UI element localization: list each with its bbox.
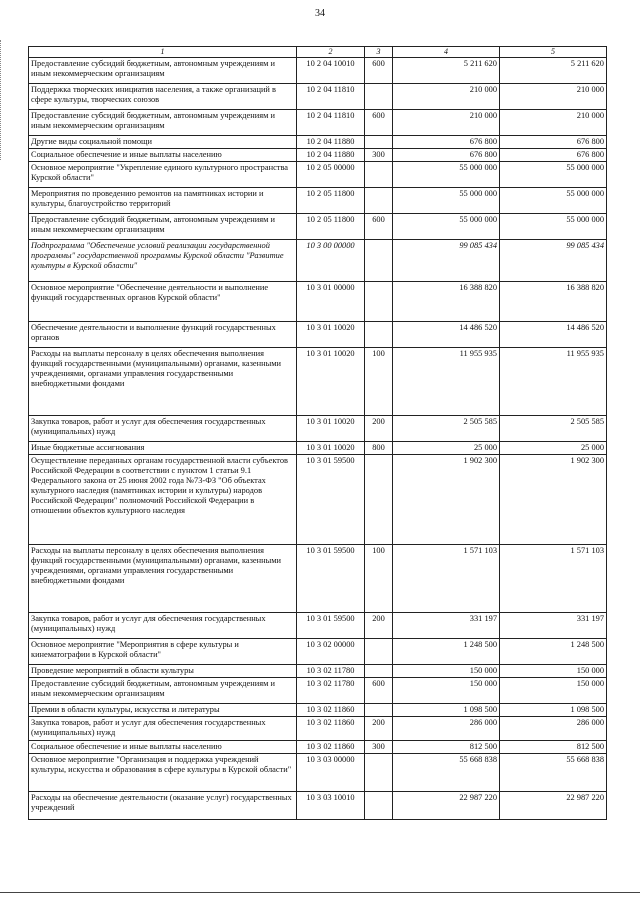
row-amount-next-cell: 1 248 500: [500, 639, 607, 665]
row-kvr-cell: [365, 162, 393, 188]
row-amount-cell: 11 955 935: [393, 348, 500, 416]
table-row: [29, 188, 607, 214]
row-name-cell: Мероприятия по проведению ремонтов на памятниках истории и культуры, благоустройство территорий: [29, 188, 297, 214]
table-row: [29, 110, 607, 136]
row-name-cell: Закупка товаров, работ и услуг для обеспечения государственных (муниципальных) нужд: [29, 416, 297, 442]
row-amount-cell: 1 571 103: [393, 545, 500, 613]
row-amount-next-cell: 210 000: [500, 110, 607, 136]
row-kvr-cell: 600: [365, 58, 393, 84]
table-row: [29, 455, 607, 545]
row-amount-next-cell: 812 500: [500, 741, 607, 754]
table-row: [29, 741, 607, 754]
row-amount-next-cell: 55 000 000: [500, 162, 607, 188]
row-amount-next-cell: 22 987 220: [500, 792, 607, 820]
row-kvr-cell: [365, 792, 393, 820]
row-amount-next-cell: 16 388 820: [500, 282, 607, 322]
row-name-cell: Предоставление субсидий бюджетным, автономным учреждениям и иным некоммерческим организациям: [29, 110, 297, 136]
table-row: [29, 639, 607, 665]
row-amount-cell: 55 000 000: [393, 162, 500, 188]
row-code-cell: 10 3 03 10010: [297, 792, 365, 820]
row-amount-cell: 99 085 434: [393, 240, 500, 282]
row-kvr-cell: [365, 188, 393, 214]
page-edge-mark: [0, 40, 4, 160]
table-row: [29, 58, 607, 84]
row-code-cell: 10 3 01 10020: [297, 322, 365, 348]
row-name-cell: Обеспечение деятельности и выполнение функций государственных органов: [29, 322, 297, 348]
row-code-cell: 10 2 05 11800: [297, 214, 365, 240]
row-name-cell: Премии в области культуры, искусства и литературы: [29, 704, 297, 717]
row-amount-cell: 55 668 838: [393, 754, 500, 792]
row-amount-cell: 55 000 000: [393, 188, 500, 214]
row-code-cell: 10 3 03 00000: [297, 754, 365, 792]
table-row: [29, 665, 607, 678]
row-amount-next-cell: 55 668 838: [500, 754, 607, 792]
row-amount-next-cell: 286 000: [500, 717, 607, 741]
row-code-cell: 10 3 01 10020: [297, 348, 365, 416]
row-amount-cell: 210 000: [393, 84, 500, 110]
row-code-cell: 10 2 04 11810: [297, 84, 365, 110]
row-amount-next-cell: 1 098 500: [500, 704, 607, 717]
row-code-cell: 10 2 05 00000: [297, 162, 365, 188]
row-code-cell: 10 3 00 00000: [297, 240, 365, 282]
row-code-cell: 10 3 01 10020: [297, 442, 365, 455]
table-row: [29, 704, 607, 717]
row-kvr-cell: [365, 282, 393, 322]
row-name-cell: Проведение мероприятий в области культуры: [29, 665, 297, 678]
table-row: [29, 149, 607, 162]
table-row: [29, 136, 607, 149]
header-col-2: 2: [297, 47, 365, 58]
row-amount-cell: 22 987 220: [393, 792, 500, 820]
row-code-cell: 10 3 01 59500: [297, 613, 365, 639]
row-kvr-cell: 600: [365, 678, 393, 704]
row-amount-cell: 331 197: [393, 613, 500, 639]
row-kvr-cell: 600: [365, 110, 393, 136]
row-kvr-cell: [365, 665, 393, 678]
table-row: [29, 717, 607, 741]
row-amount-next-cell: 11 955 935: [500, 348, 607, 416]
row-amount-next-cell: 5 211 620: [500, 58, 607, 84]
row-amount-next-cell: 55 000 000: [500, 188, 607, 214]
row-kvr-cell: 800: [365, 442, 393, 455]
row-amount-cell: 150 000: [393, 678, 500, 704]
row-name-cell: Расходы на обеспечение деятельности (оказание услуг) государственных учреждений: [29, 792, 297, 820]
row-amount-cell: 25 000: [393, 442, 500, 455]
header-col-5: 5: [500, 47, 607, 58]
row-amount-cell: 14 486 520: [393, 322, 500, 348]
page-number: 34: [315, 8, 325, 19]
row-code-cell: 10 2 05 11800: [297, 188, 365, 214]
table-body: [29, 58, 607, 820]
row-kvr-cell: [365, 322, 393, 348]
row-amount-next-cell: 210 000: [500, 84, 607, 110]
row-amount-next-cell: 1 571 103: [500, 545, 607, 613]
row-kvr-cell: 100: [365, 348, 393, 416]
row-amount-cell: 676 800: [393, 149, 500, 162]
table-row: [29, 442, 607, 455]
row-code-cell: 10 3 01 00000: [297, 282, 365, 322]
row-kvr-cell: [365, 639, 393, 665]
header-col-1: 1: [29, 47, 297, 58]
row-code-cell: 10 3 02 11780: [297, 665, 365, 678]
row-name-cell: Социальное обеспечение и иные выплаты населению: [29, 741, 297, 754]
table-row: [29, 792, 607, 820]
row-code-cell: 10 3 01 59500: [297, 545, 365, 613]
row-name-cell: Основное мероприятие "Обеспечение деятельности и выполнение функций государственных органов Курской области": [29, 282, 297, 322]
row-amount-next-cell: 99 085 434: [500, 240, 607, 282]
table-row: [29, 545, 607, 613]
row-amount-next-cell: 331 197: [500, 613, 607, 639]
row-name-cell: Другие виды социальной помощи: [29, 136, 297, 149]
table-row: [29, 282, 607, 322]
row-kvr-cell: [365, 136, 393, 149]
row-name-cell: Осуществление переданных органам государственной власти субъектов Российской Федерации в соответствии с пунктом 1 статьи 9.1 Федерального закона от 25 июня 2002 года №73-ФЗ "Об объектах культурного наследия (памятниках истории и культуры) народов Российской Федерации" полномочий Российской Федерации в отношении объектов культурного наследия: [29, 455, 297, 545]
table-row: [29, 678, 607, 704]
row-amount-cell: 1 098 500: [393, 704, 500, 717]
header-col-4: 4: [393, 47, 500, 58]
row-name-cell: Закупка товаров, работ и услуг для обеспечения государственных (муниципальных) нужд: [29, 717, 297, 741]
row-amount-cell: 1 902 300: [393, 455, 500, 545]
header-col-3: 3: [365, 47, 393, 58]
table-row: [29, 348, 607, 416]
row-kvr-cell: 100: [365, 545, 393, 613]
row-amount-cell: 812 500: [393, 741, 500, 754]
row-name-cell: Иные бюджетные ассигнования: [29, 442, 297, 455]
row-name-cell: Предоставление субсидий бюджетным, автономным учреждениям и иным некоммерческим организациям: [29, 214, 297, 240]
row-name-cell: Основное мероприятие "Укрепление единого культурного пространства Курской области": [29, 162, 297, 188]
row-amount-cell: 2 505 585: [393, 416, 500, 442]
row-name-cell: Основное мероприятие "Организация и поддержка учреждений культуры, искусства и образования в сфере культуры в Курской области": [29, 754, 297, 792]
row-amount-next-cell: 25 000: [500, 442, 607, 455]
row-code-cell: 10 3 02 00000: [297, 639, 365, 665]
row-code-cell: 10 3 01 10020: [297, 416, 365, 442]
row-amount-cell: 55 000 000: [393, 214, 500, 240]
row-amount-cell: 676 800: [393, 136, 500, 149]
row-kvr-cell: 300: [365, 149, 393, 162]
budget-table: [28, 46, 607, 820]
row-kvr-cell: [365, 754, 393, 792]
row-name-cell: Подпрограмма "Обеспечение условий реализации государственной программы" государственной программы Курской области "Развитие культуры в Курской области": [29, 240, 297, 282]
row-name-cell: Предоставление субсидий бюджетным, автономным учреждениям и иным некоммерческим организациям: [29, 58, 297, 84]
row-kvr-cell: [365, 240, 393, 282]
row-code-cell: 10 3 02 11860: [297, 704, 365, 717]
row-code-cell: 10 2 04 10010: [297, 58, 365, 84]
row-kvr-cell: 200: [365, 416, 393, 442]
row-kvr-cell: 200: [365, 717, 393, 741]
row-code-cell: 10 3 02 11860: [297, 741, 365, 754]
row-amount-next-cell: 55 000 000: [500, 214, 607, 240]
row-amount-next-cell: 14 486 520: [500, 322, 607, 348]
table-row: [29, 84, 607, 110]
table-row: [29, 613, 607, 639]
row-amount-next-cell: 676 800: [500, 149, 607, 162]
row-amount-cell: 210 000: [393, 110, 500, 136]
row-amount-next-cell: 2 505 585: [500, 416, 607, 442]
table-row: [29, 322, 607, 348]
row-code-cell: 10 2 04 11880: [297, 136, 365, 149]
row-name-cell: Расходы на выплаты персоналу в целях обеспечения выполнения функций государственными (муниципальными) органами, казенными учреждениями, органами управления государственными внебюджетными фондами: [29, 545, 297, 613]
table-row: [29, 240, 607, 282]
row-name-cell: Поддержка творческих инициатив населения, а также организаций в сфере культуры, творческих союзов: [29, 84, 297, 110]
table-row: [29, 416, 607, 442]
row-amount-cell: 286 000: [393, 717, 500, 741]
row-name-cell: Закупка товаров, работ и услуг для обеспечения государственных (муниципальных) нужд: [29, 613, 297, 639]
row-code-cell: 10 2 04 11810: [297, 110, 365, 136]
row-code-cell: 10 3 02 11860: [297, 717, 365, 741]
table-row: [29, 214, 607, 240]
row-name-cell: Расходы на выплаты персоналу в целях обеспечения выполнения функций государственными (муниципальными) органами, казенными учреждениями, органами управления государственными внебюджетными фондами: [29, 348, 297, 416]
header-row: [29, 47, 607, 58]
row-amount-next-cell: 1 902 300: [500, 455, 607, 545]
row-amount-cell: 1 248 500: [393, 639, 500, 665]
row-kvr-cell: [365, 455, 393, 545]
row-amount-cell: 150 000: [393, 665, 500, 678]
row-kvr-cell: [365, 84, 393, 110]
row-code-cell: 10 3 01 59500: [297, 455, 365, 545]
row-kvr-cell: 300: [365, 741, 393, 754]
row-code-cell: 10 3 02 11780: [297, 678, 365, 704]
row-name-cell: Социальное обеспечение и иные выплаты населению: [29, 149, 297, 162]
row-kvr-cell: [365, 704, 393, 717]
row-amount-cell: 16 388 820: [393, 282, 500, 322]
page-bottom-rule: [0, 892, 640, 893]
row-amount-next-cell: 150 000: [500, 678, 607, 704]
table-row: [29, 162, 607, 188]
row-amount-next-cell: 676 800: [500, 136, 607, 149]
row-kvr-cell: 200: [365, 613, 393, 639]
table-row: [29, 754, 607, 792]
row-name-cell: Основное мероприятие "Мероприятия в сфере культуры и кинематографии в Курской области": [29, 639, 297, 665]
row-name-cell: Предоставление субсидий бюджетным, автономным учреждениям и иным некоммерческим организациям: [29, 678, 297, 704]
row-amount-cell: 5 211 620: [393, 58, 500, 84]
row-code-cell: 10 2 04 11880: [297, 149, 365, 162]
row-amount-next-cell: 150 000: [500, 665, 607, 678]
row-kvr-cell: 600: [365, 214, 393, 240]
